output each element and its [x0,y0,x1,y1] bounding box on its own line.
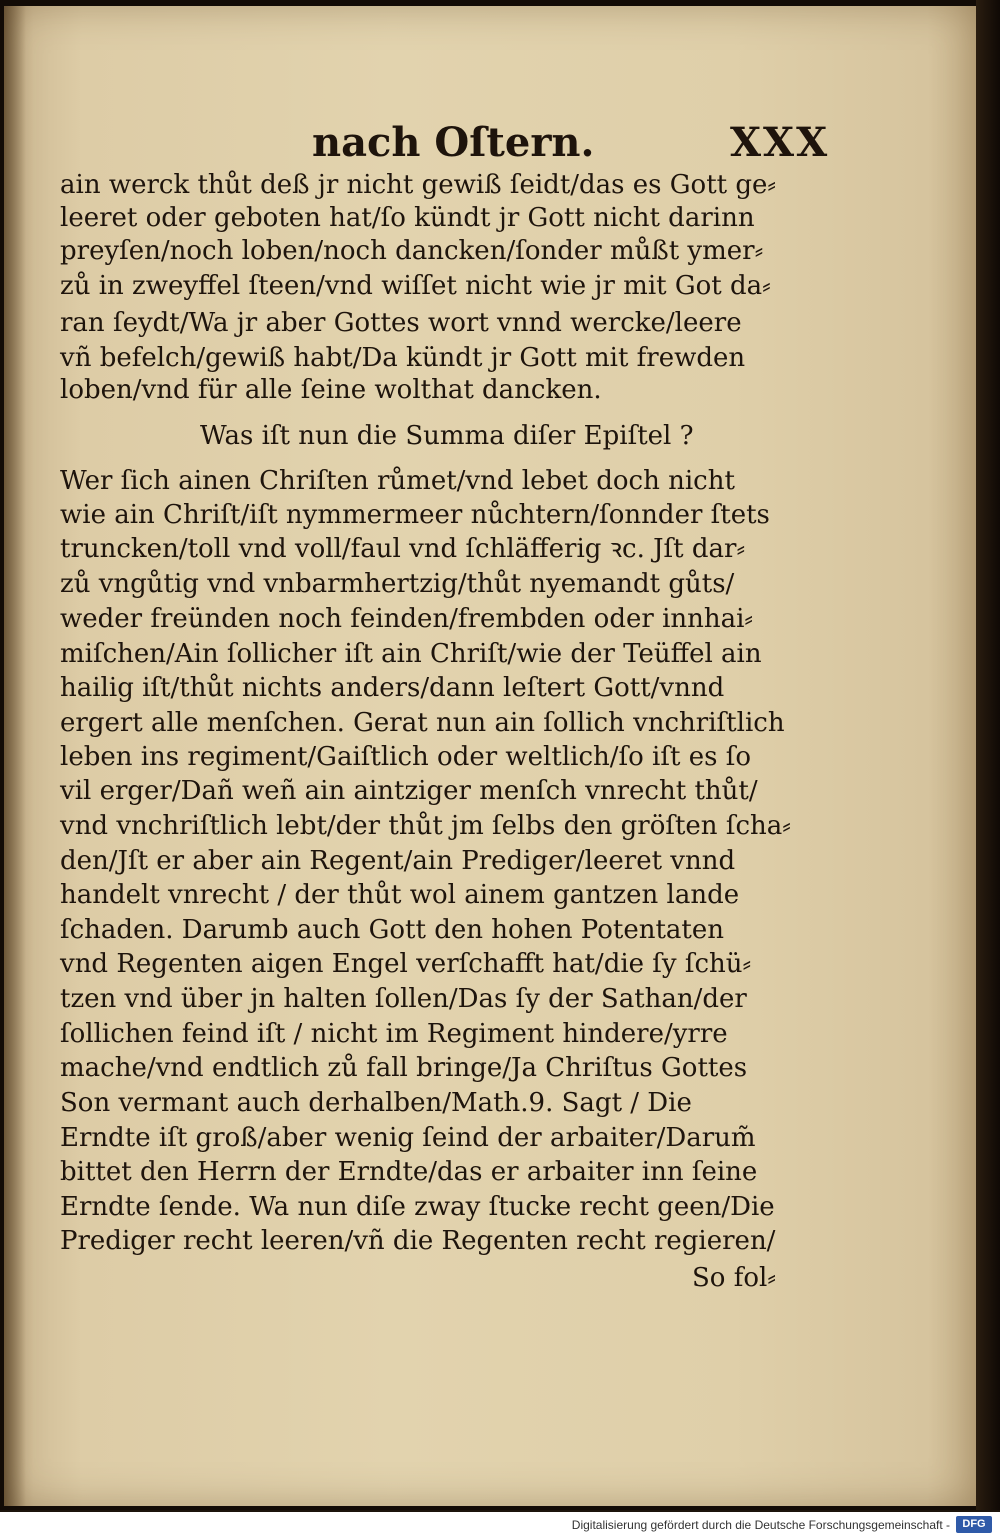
text-line: Erndte ſende. Wa nun diſe zway ſtucke recht geen/Die [60,1192,775,1222]
text-line: miſchen/Ain ſollicher iſt ain Chriſt/wie der Teüffel ain [60,639,762,669]
text-line: truncken/toll vnd voll/faul vnd ſchläfferig ꝛc. Jſt dar⸗ [60,534,746,564]
text-line: ergert alle menſchen. Gerat nun ain ſollich vnchriſtlich [60,708,785,738]
text-line: zů in zweyffel ſteen/vnd wiſſet nicht wie jr mit Got da⸗ [60,271,771,301]
text-line: loben/vnd für alle ſeine wolthat dancken. [60,375,602,405]
text-line: vñ befelch/gewiß habt/Da kündt jr Gott mit frewden [60,343,746,373]
page-edge [976,0,1000,1510]
text-line: handelt vnrecht / der thůt wol ainem gantzen lande [60,880,740,910]
text-line: zů vngůtig vnd vnbarmhertzig/thůt nyemandt gůts/ [60,569,735,599]
text-line: weder freünden noch feinden/frembden oder innhai⸗ [60,604,754,634]
dfg-logo: DFG [956,1516,992,1533]
text-line: Son vermant auch derhalben/Math.9. Sagt / Die [60,1088,692,1118]
gutter-shadow [4,6,26,1506]
text-line: leeret oder geboten hat/ſo kündt jr Gott nicht darinn [60,203,755,233]
text-line: Prediger recht leeren/vñ die Regenten recht regieren/ [60,1226,776,1256]
text-line: ſchaden. Darumb auch Gott den hohen Potentaten [60,915,725,945]
text-line: den/Jſt er aber ain Regent/ain Prediger/leeret vnnd [60,846,736,876]
text-line: vil erger/Dañ weñ ain aintziger menſch vnrecht thůt/ [60,776,758,806]
text-line: Wer ſich ainen Chriſten růmet/vnd lebet doch nicht [60,466,735,496]
text-line: bittet den Herrn der Erndte/das er arbaiter inn ſeine [60,1157,758,1187]
running-head-folio: XXX [730,119,830,166]
text-line: vnd Regenten aigen Engel verſchafft hat/die ſy ſchü⸗ [60,949,752,979]
footer-bar [0,1512,1000,1537]
catchword: So fol⸗ [692,1263,776,1293]
text-line: ain werck thůt deß jr nicht gewiß ſeidt/das es Gott ge⸗ [60,170,777,200]
text-line: wie ain Chriſt/iſt nymmermeer nůchtern/ſonnder ſtets [60,500,770,530]
running-head-title: nach Oſtern. [312,119,595,166]
text-line: mache/vnd endtlich zů fall bringe/Ja Chriſtus Gottes [60,1053,748,1083]
text-line: tzen vnd über jn halten ſollen/Das ſy der Sathan/der [60,984,747,1014]
text-line: vnd vnchriſtlich lebt/der thůt jm ſelbs den gröſten ſcha⸗ [60,811,791,841]
section-heading: Was iſt nun die Summa diſer Epiſtel ? [200,421,694,451]
text-line: preyſen/noch loben/noch dancken/ſonder můßt ymer⸗ [60,236,764,266]
text-line: ſollichen feind iſt / nicht im Regiment hindere/yrre [60,1019,728,1049]
text-line: ran ſeydt/Wa jr aber Gottes wort vnnd wercke/leere [60,308,742,338]
funding-credit: Digitalisierung gefördert durch die Deutsche Forschungsgemeinschaft - [571,1518,950,1532]
text-line: leben ins regiment/Gaiſtlich oder weltlich/ſo iſt es ſo [60,742,751,772]
text-line: hailig iſt/thůt nichts anders/dann leſtert Gott/vnnd [60,673,725,703]
text-line: Erndte iſt groß/aber wenig ſeind der arbaiter/Darum̃ [60,1123,756,1153]
